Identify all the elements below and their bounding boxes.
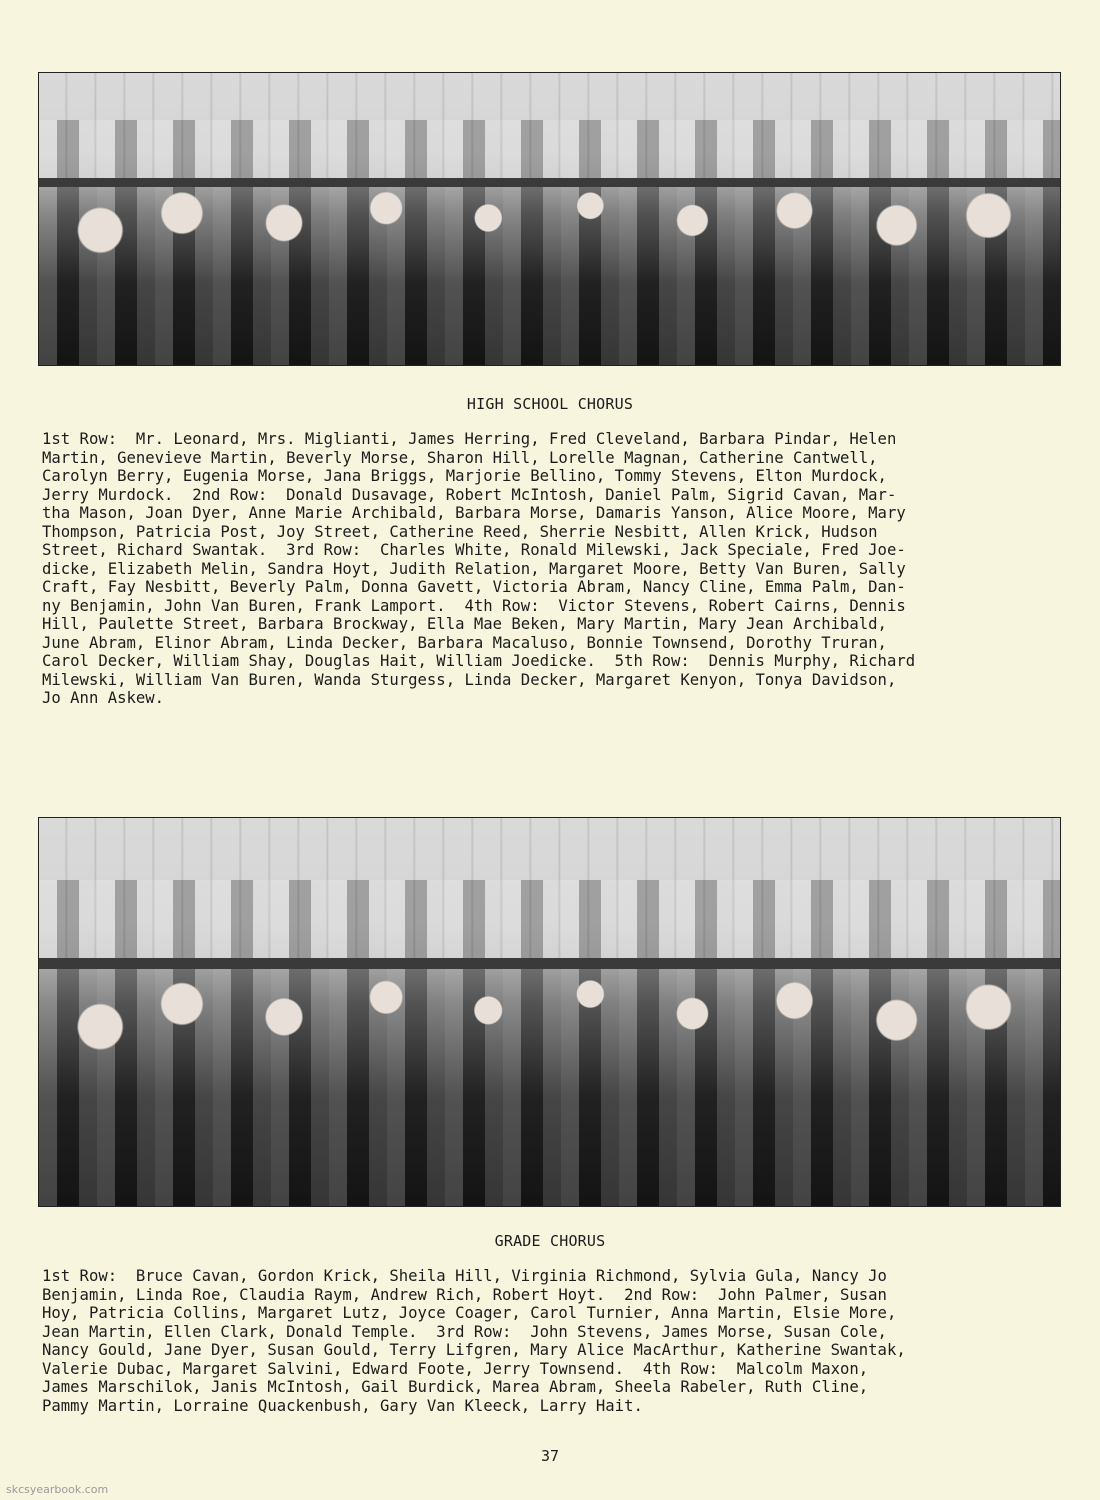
- page-number: 37: [540, 1447, 560, 1465]
- watermark: skcsyearbook.com: [6, 1483, 109, 1496]
- grade-chorus-names: 1st Row: Bruce Cavan, Gordon Krick, Sheila Hill, Virginia Richmond, Sylvia Gula, Nancy Jo Benjamin, Linda Roe, Claudia Raym, Andrew Rich, Robert Hoyt. 2nd Row: John Palmer, Susan Hoy, Patricia Collins, Margaret Lutz, Joyce Coager, Carol Turnier, Anna Martin, Elsie More, Jean Martin, Ellen Clark, Donald Temple. 3rd Row: John Stevens, James Morse, Susan Cole, Nancy Gould, Jane Dyer, Susan Gould, Terry Lifgren, Mary Alice MacArthur, Katherine Swantak, Valerie Dubac, Margaret Salvini, Edward Foote, Jerry Townsend. 4th Row: Malcolm Maxon, James Marschilok, Janis McIntosh, Gail Burdick, Marea Abram, Sheela Rabeler, Ruth Cline, Pammy Martin, Lorraine Quackenbush, Gary Van Kleeck, Larry Hait.: [42, 1267, 906, 1415]
- high-school-chorus-photo: [38, 72, 1061, 366]
- grade-chorus-caption: GRADE CHORUS: [494, 1232, 606, 1250]
- photo-group: [39, 880, 1060, 1206]
- grade-chorus-photo: [38, 817, 1061, 1207]
- photo-rail: [39, 958, 1060, 970]
- photo-rail: [39, 178, 1060, 187]
- photo-group: [39, 120, 1060, 365]
- high-school-chorus-names: 1st Row: Mr. Leonard, Mrs. Miglianti, James Herring, Fred Cleveland, Barbara Pindar, Helen Martin, Genevieve Martin, Beverly Morse, Sharon Hill, Lorelle Magnan, Catherine Cantwell, Carolyn Berry, Eugenia Morse, Jana Briggs, Marjorie Bellino, Tommy Stevens, Elton Murdock, Jerry Murdock. 2nd Row: Donald Dusavage, Robert McIntosh, Daniel Palm, Sigrid Cavan, Mar- tha Mason, Joan Dyer, Anne Marie Archibald, Barbara Morse, Damaris Yanson, Alice Moore, Mary Thompson, Patricia Post, Joy Street, Catherine Reed, Sherrie Nesbitt, Allen Krick, Hudson Street, Richard Swantak. 3rd Row: Charles White, Ronald Milewski, Jack Speciale, Fred Joe- dicke, Elizabeth Melin, Sandra Hoyt, Judith Relation, Margaret Moore, Betty Van Buren, Sally Craft, Fay Nesbitt, Beverly Palm, Donna Gavett, Victoria Abram, Nancy Cline, Emma Palm, Dan- ny Benjamin, John Van Buren, Frank Lamport. 4th Row: Victor Stevens, Robert Cairns, Dennis Hill, Paulette Street, Barbara Brockway, Ella Mae Beken, Mary Martin, Mary Jean Archibald, June Abram, Elinor Abram, Linda Decker, Barbara Macaluso, Bonnie Townsend, Dorothy Truran, Carol Decker, William Shay, Douglas Hait, William Joedicke. 5th Row: Dennis Murphy, Richard Milewski, William Van Buren, Wanda Sturgess, Linda Decker, Margaret Kenyon, Tonya Davidson, Jo Ann Askew.: [42, 430, 916, 707]
- high-school-chorus-caption: HIGH SCHOOL CHORUS: [466, 395, 634, 413]
